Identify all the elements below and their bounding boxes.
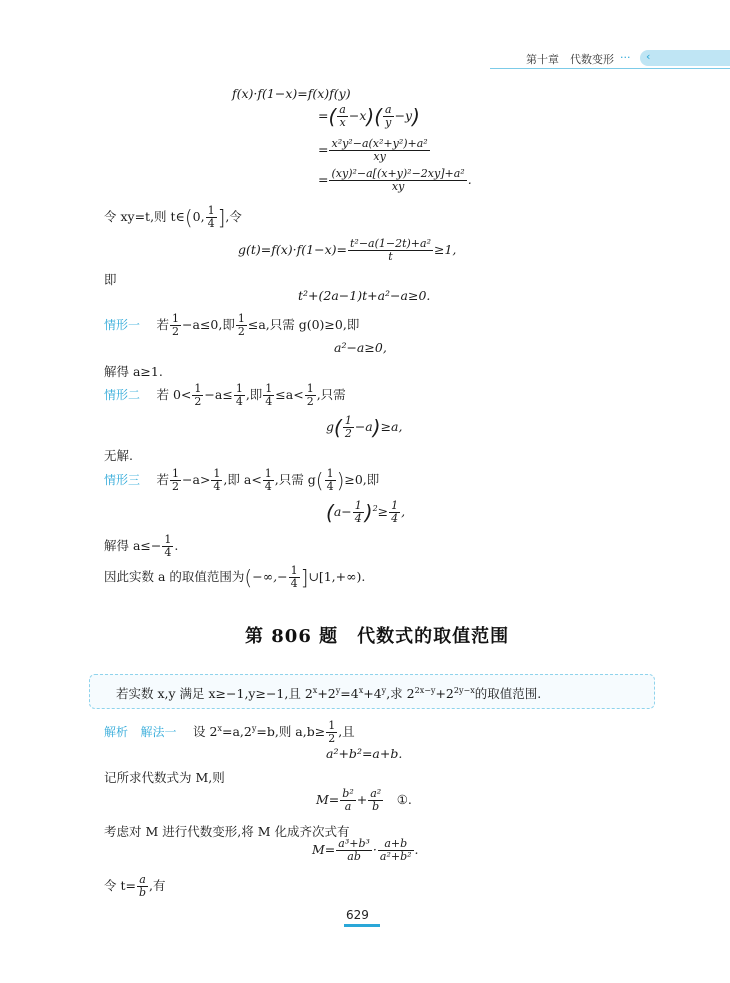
problem-box	[89, 674, 655, 709]
fraction: $\frac{\text{t²−a(1−2t)+a²}}{t}$	[349, 237, 431, 264]
solution-equation-1: a²+b²=a+b.	[326, 746, 403, 761]
case-1-solution: 解得 a≥1.	[104, 364, 163, 379]
case-1-line: 情形一 若 $\frac{1}{2}$ −a≤0,即 $\frac{1}{2}$ ≤a,只需 g(0)≥0,即	[104, 312, 360, 339]
fraction: $\frac{1}{4}$	[290, 564, 298, 591]
case-1-label: 情形一	[104, 318, 141, 333]
fraction: $\frac{1}{2}$	[344, 414, 352, 441]
equation-quadratic: t²+(2a−1)t+a²−a≥0.	[298, 288, 431, 303]
fraction: $\frac{\text{a³+b³}}{ab}$	[338, 837, 370, 864]
method-label: 解法一	[140, 725, 177, 740]
fraction: $\frac{a}{y}$	[385, 103, 392, 130]
case-1-equation: a²−a≥0,	[334, 340, 387, 355]
running-header	[526, 51, 614, 67]
section-title: 第 806 题 代数式的取值范围	[245, 626, 510, 647]
solution-equation-m: M= $\frac{\text{b²}}{a}$ + $\frac{\text{a²}}{b}$ ①.	[316, 787, 412, 814]
equation-line-3: = $\frac{\text{x²y²−a(x²+y²)+a²}}{xy}$	[318, 137, 428, 164]
solution-label: 解析	[104, 725, 129, 740]
case-2-solution: 无解.	[104, 448, 133, 463]
solution-line-1: 解析 解法一 设 $2^x=a,2^y=b$,则 a,b≥ $\frac{1}{2}$ ,且	[104, 719, 355, 746]
fraction: $\frac{1}{4}$	[265, 382, 273, 409]
fraction: $\frac{1}{4}$	[235, 382, 243, 409]
case-2-line: 情形二 若 0< $\frac{1}{2}$ −a≤ $\frac{1}{4}$ ,即 $\frac{1}{4}$ ≤a< $\frac{1}{2}$ ,只需	[104, 382, 346, 409]
equation-line-4: = $\frac{\text{(xy)²−a[(x+y)²−2xy]+a²}}{xy}$ .	[318, 167, 472, 194]
case-2-label: 情形二	[104, 388, 141, 403]
case-3-solution: 解得 a≤− $\frac{1}{4}$ .	[104, 533, 179, 560]
solution-text-define-m: 记所求代数式为 M,则	[104, 770, 225, 785]
chapter-label: 第十章	[526, 53, 559, 66]
solution-text-let-t: 令 t= $\frac{a}{b}$ ,有	[104, 873, 166, 900]
fraction: $\frac{1}{2}$	[172, 312, 180, 339]
fraction: $\frac{\text{x²y²−a(x²+y²)+a²}}{xy}$	[331, 137, 428, 164]
equation-g-t: g(t)=f(x)·f(1−x)= $\frac{\text{t²−a(1−2t)+a²}}{t}$ ≥1,	[238, 237, 457, 264]
fraction: $\frac{1}{2}$	[194, 382, 202, 409]
fraction: $\frac{a}{x}$	[339, 103, 346, 130]
fraction: $\frac{1}{4}$	[213, 467, 221, 494]
fraction: $\frac{1}{2}$	[172, 467, 180, 494]
fraction: $\frac{a}{b}$	[138, 873, 147, 900]
text-ji: 即	[104, 272, 117, 287]
header-tab	[640, 50, 730, 66]
problem-statement: 若实数 x,y 满足 x≥−1,y≥−1,且 $2^x+2^y=4^x+4^y$,求 $2^{2x-y}+2^{2y-x}$的取值范围.	[116, 685, 542, 701]
chevron-left-icon: ‹	[646, 50, 651, 63]
fraction: $\frac{1}{2}$	[328, 719, 336, 746]
fraction: $\frac{1}{4}$	[391, 499, 399, 526]
fraction: $\frac{\text{(xy)²−a[(x+y)²−2xy]+a²}}{xy}$	[331, 167, 465, 194]
fraction: $\frac{1}{2}$	[306, 382, 314, 409]
case-3-line: 情形三 若 $\frac{1}{2}$ −a> $\frac{1}{4}$ ,即 a< $\frac{1}{4}$ ,只需 g( $\frac{1}{4}$ )≥0,即	[104, 467, 380, 494]
fraction: $\frac{1}{4}$	[326, 467, 334, 494]
page-number: 629	[346, 908, 369, 922]
equation-line-2: =( $\frac{a}{x}$ −x)( $\frac{a}{y}$ −y)	[318, 103, 420, 130]
equation-line-1: f(x)·f(1−x)=f(x)f(y)	[232, 86, 351, 101]
chapter-title: 代数变形	[570, 53, 614, 66]
fraction: $\frac{\text{b²}}{a}$	[342, 787, 354, 814]
solution-equation-homogeneous: M= $\frac{\text{a³+b³}}{ab}$ · $\frac{a+b}{\text{a²+b²}}$ .	[312, 837, 419, 864]
fraction: $\frac{1}{4}$	[354, 499, 362, 526]
conclusion-line: 因此实数 a 的取值范围为(−∞,− $\frac{1}{4}$ ]∪[1,+∞).	[104, 564, 366, 591]
header-dots: ···	[620, 51, 631, 64]
case-3-label: 情形三	[104, 473, 141, 488]
page-number-bar	[344, 924, 380, 927]
case-2-equation: g( $\frac{1}{2}$ −a)≥a,	[326, 414, 403, 441]
fraction: $\frac{a+b}{\text{a²+b²}}$	[379, 837, 412, 864]
fraction: $\frac{1}{4}$	[264, 467, 272, 494]
solution-text-transform: 考虑对 M 进行代数变形,将 M 化成齐次式有	[104, 824, 350, 839]
fraction: $\frac{1}{4}$	[207, 204, 215, 231]
case-3-equation: (a− $\frac{1}{4}$ )$^2$≥ $\frac{1}{4}$ ,	[326, 499, 406, 526]
fraction: $\frac{\text{a²}}{b}$	[370, 787, 382, 814]
text-let-t: 令 xy=t,则 t∈(0, $\frac{1}{4}$ ],令	[104, 204, 242, 231]
fraction: $\frac{1}{2}$	[237, 312, 245, 339]
fraction: $\frac{1}{4}$	[164, 533, 172, 560]
header-rule	[490, 68, 730, 69]
